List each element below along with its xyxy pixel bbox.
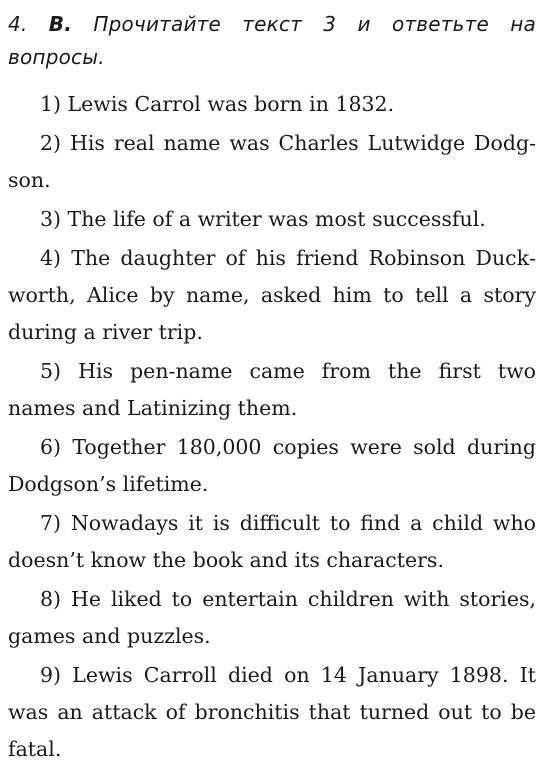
task-heading [8, 8, 536, 74]
statement-item: 1) Lewis Carrol was born in 1832. [40, 92, 395, 116]
statement-list [8, 86, 536, 768]
statement-item: 9) Lewis Carroll died on 14 January 1898. It was an attack of bronchitis that turned out to be fatal. [8, 663, 536, 761]
statement-item: 8) He liked to entertain children with stories, games and puzzles. [8, 587, 536, 648]
statement-item: 6) Together 180,000 copies were sold during Dodgson’s lifetime. [8, 435, 536, 496]
task-instruction: Прочитайте текст 3 и ответьте на вопросы. [8, 12, 537, 69]
exercise-page [8, 8, 536, 770]
statement-item: 5) His pen-name came from the first two names and Latinizing them. [8, 359, 536, 420]
statement-item: 3) The life of a writer was most successful. [40, 207, 486, 231]
task-number: 4. [8, 12, 28, 36]
statement-item: 2) His real name was Charles Lutwidge Dodgson. [8, 131, 536, 192]
statement-item: 4) The daughter of his friend Robinson Duckworth, Alice by name, asked him to tell a story during a river trip. [8, 246, 536, 344]
task-letter: B. [48, 12, 73, 36]
statement-item: 7) Nowadays it is difficult to find a child who doesn’t know the book and its characters. [8, 511, 536, 572]
